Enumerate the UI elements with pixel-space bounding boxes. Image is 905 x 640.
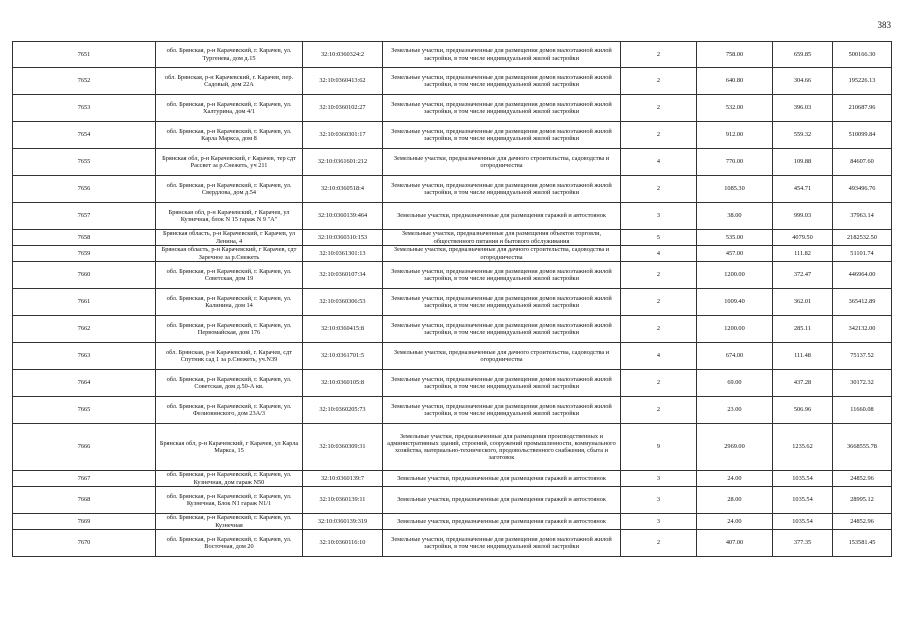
address-cell: обл. Брянская, р-н Карачевский, г. Карачев, ул. Первомайская, дом 176 (156, 316, 303, 343)
specific-value-cell: 111.82 (773, 246, 833, 262)
row-number-cell: 7655 (13, 149, 156, 176)
specific-value-cell: 372.47 (773, 262, 833, 289)
land-use-cell: Земельные участки, предназначенные для дачного строительства, садоводства и огородничества (383, 246, 621, 262)
address-cell: обл. Брянская, р-н Карачевский, г. Карачев, ул. Кузнечная (156, 514, 303, 530)
land-use-cell: Земельные участки, предназначенные для размещения домов малоэтажной жилой застройки, в том числе индивидуальной жилой застройки (383, 530, 621, 557)
area-cell: 407.00 (697, 530, 773, 557)
table-row (13, 176, 892, 203)
area-cell: 28.00 (697, 487, 773, 514)
area-cell: 640.80 (697, 68, 773, 95)
land-use-cell: Земельные участки, предназначенные для размещения гаражей и автостоянок (383, 514, 621, 530)
cadastral-value-cell: 2182532.50 (833, 230, 892, 246)
land-use-cell: Земельные участки, предназначенные для размещения производственных и административных зданий, строений, сооружений промышленности, коммунального хозяйства, материально-технического, продовольственного снабжения, сбыта и заготовок (383, 424, 621, 471)
specific-value-cell: 304.66 (773, 68, 833, 95)
specific-value-cell: 437.28 (773, 370, 833, 397)
area-cell: 912.00 (697, 122, 773, 149)
specific-value-cell: 111.48 (773, 343, 833, 370)
table-row (13, 262, 892, 289)
area-cell: 2969.00 (697, 424, 773, 471)
cadastral-value-cell: 510099.84 (833, 122, 892, 149)
cadastral-number-cell: 32:10:0360518:4 (303, 176, 383, 203)
row-number-cell: 7662 (13, 316, 156, 343)
table-row (13, 68, 892, 95)
row-number-cell: 7659 (13, 246, 156, 262)
land-use-cell: Земельные участки, предназначенные для размещения домов малоэтажной жилой застройки, в том числе индивидуальной жилой застройки (383, 122, 621, 149)
specific-value-cell: 559.32 (773, 122, 833, 149)
cadastral-value-cell: 75137.52 (833, 343, 892, 370)
row-number-cell: 7661 (13, 289, 156, 316)
land-use-cell: Земельные участки, предназначенные для размещения домов малоэтажной жилой застройки, в том числе индивидуальной жилой застройки (383, 95, 621, 122)
cadastral-value-cell: 11660.08 (833, 397, 892, 424)
land-use-cell: Земельные участки, предназначенные для размещения домов малоэтажной жилой застройки, в том числе индивидуальной жилой застройки (383, 397, 621, 424)
table-row (13, 424, 892, 471)
address-cell: обл. Брянская, р-н Карачевский, г. Карачев, ул. Советская, дом д.50-А кв. (156, 370, 303, 397)
address-cell: Брянская область, р-н Карачевский, г Карачев, сдт Заречное за р.Снежеть (156, 246, 303, 262)
area-cell: 38.00 (697, 203, 773, 230)
specific-value-cell: 109.88 (773, 149, 833, 176)
cadastral-value-cell: 24852.96 (833, 471, 892, 487)
address-cell: обл. Брянская, р-н Карачевский, г. Карачев, пер. Садовый, дом 22А (156, 68, 303, 95)
land-use-cell: Земельные участки, предназначенные для размещения объектов торговли, общественного питания и бытового обслуживания (383, 230, 621, 246)
cadastral-value-cell: 51101.74 (833, 246, 892, 262)
address-cell: Брянская обл, р-н Карачевский, г Карачев, ул Кузнечная, блок N 15 гараж N 9 "А" (156, 203, 303, 230)
cadastral-value-cell: 446964.00 (833, 262, 892, 289)
use-group-cell: 2 (621, 42, 697, 68)
land-use-cell: Земельные участки, предназначенные для размещения домов малоэтажной жилой застройки, в том числе индивидуальной жилой застройки (383, 176, 621, 203)
row-number-cell: 7668 (13, 487, 156, 514)
use-group-cell: 2 (621, 122, 697, 149)
cadastral-value-cell: 28995.12 (833, 487, 892, 514)
table-row (13, 289, 892, 316)
specific-value-cell: 1035.54 (773, 514, 833, 530)
area-cell: 69.00 (697, 370, 773, 397)
specific-value-cell: 362.01 (773, 289, 833, 316)
row-number-cell: 7652 (13, 68, 156, 95)
specific-value-cell: 1035.54 (773, 487, 833, 514)
table-row (13, 397, 892, 424)
address-cell: обл. Брянская, р-н Карачевский, г. Карачев, ул. Восточная, дом 20 (156, 530, 303, 557)
specific-value-cell: 4079.50 (773, 230, 833, 246)
specific-value-cell: 285.11 (773, 316, 833, 343)
use-group-cell: 4 (621, 246, 697, 262)
use-group-cell: 3 (621, 203, 697, 230)
land-use-cell: Земельные участки, предназначенные для размещения гаражей и автостоянок (383, 471, 621, 487)
address-cell: обл. Брянская, р-н Карачевский, г. Карачев, ул. Кузнечная, Блок N1 гараж N1/1 (156, 487, 303, 514)
table-row (13, 343, 892, 370)
page-number: 383 (877, 20, 891, 30)
land-use-cell: Земельные участки, предназначенные для размещения домов малоэтажной жилой застройки, в том числе индивидуальной жилой застройки (383, 262, 621, 289)
cadastral-value-cell: 500166.30 (833, 42, 892, 68)
row-number-cell: 7669 (13, 514, 156, 530)
cadastral-value-cell: 24852.96 (833, 514, 892, 530)
area-cell: 457.00 (697, 246, 773, 262)
cadastral-number-cell: 32:10:0360415:8 (303, 316, 383, 343)
area-cell: 23.00 (697, 397, 773, 424)
cadastral-number-cell: 32:10:0360324:2 (303, 42, 383, 68)
area-cell: 1085.30 (697, 176, 773, 203)
table-row (13, 122, 892, 149)
area-cell: 24.00 (697, 471, 773, 487)
cadastral-number-cell: 32:10:0360306:53 (303, 289, 383, 316)
area-cell: 1200.00 (697, 316, 773, 343)
use-group-cell: 3 (621, 514, 697, 530)
use-group-cell: 3 (621, 471, 697, 487)
cadastral-number-cell: 32:10:0360139:319 (303, 514, 383, 530)
specific-value-cell: 506.96 (773, 397, 833, 424)
area-cell: 1009.40 (697, 289, 773, 316)
area-cell: 24.00 (697, 514, 773, 530)
use-group-cell: 2 (621, 95, 697, 122)
row-number-cell: 7666 (13, 424, 156, 471)
cadastral-number-cell: 32:10:0360105:8 (303, 370, 383, 397)
cadastral-value-cell: 3668555.78 (833, 424, 892, 471)
cadastral-number-cell: 32:10:0360309:31 (303, 424, 383, 471)
table-row (13, 230, 892, 246)
table-row (13, 471, 892, 487)
cadastral-value-cell: 153581.45 (833, 530, 892, 557)
specific-value-cell: 1035.54 (773, 471, 833, 487)
cadastral-value-table (12, 41, 892, 557)
cadastral-number-cell: 32:10:0360139:464 (303, 203, 383, 230)
cadastral-number-cell: 32:10:0360116:10 (303, 530, 383, 557)
specific-value-cell: 1235.62 (773, 424, 833, 471)
cadastral-value-cell: 195226.13 (833, 68, 892, 95)
use-group-cell: 9 (621, 424, 697, 471)
address-cell: обл. Брянская, р-н Карачевский, г. Карачев, ул. Халтурина, дом 4/1 (156, 95, 303, 122)
area-cell: 770.00 (697, 149, 773, 176)
address-cell: обл. Брянская, р-н Карачевский, г. Карачев, ул. Калинина, дом 14 (156, 289, 303, 316)
use-group-cell: 2 (621, 397, 697, 424)
specific-value-cell: 377.35 (773, 530, 833, 557)
land-use-cell: Земельные участки, предназначенные для размещения гаражей и автостоянок (383, 487, 621, 514)
cadastral-number-cell: 32:10:0360413:62 (303, 68, 383, 95)
row-number-cell: 7656 (13, 176, 156, 203)
row-number-cell: 7657 (13, 203, 156, 230)
land-use-cell: Земельные участки, предназначенные для размещения домов малоэтажной жилой застройки, в том числе индивидуальной жилой застройки (383, 316, 621, 343)
cadastral-value-cell: 30172.32 (833, 370, 892, 397)
table-row (13, 246, 892, 262)
address-cell: обл. Брянская, р-н Карачевский, г. Карачев, ул. Тургенева, дом д.15 (156, 42, 303, 68)
row-number-cell: 7651 (13, 42, 156, 68)
table-row (13, 42, 892, 68)
row-number-cell: 7667 (13, 471, 156, 487)
cadastral-number-cell: 32:10:0360301:17 (303, 122, 383, 149)
row-number-cell: 7663 (13, 343, 156, 370)
land-use-cell: Земельные участки, предназначенные для размещения домов малоэтажной жилой застройки, в том числе индивидуальной жилой застройки (383, 42, 621, 68)
use-group-cell: 2 (621, 530, 697, 557)
cadastral-number-cell: 32:10:0360139:11 (303, 487, 383, 514)
table-row (13, 316, 892, 343)
cadastral-number-cell: 32:10:0360107:34 (303, 262, 383, 289)
row-number-cell: 7670 (13, 530, 156, 557)
land-use-cell: Земельные участки, предназначенные для размещения гаражей и автостоянок (383, 203, 621, 230)
area-cell: 674.00 (697, 343, 773, 370)
cadastral-number-cell: 32:10:0360139:7 (303, 471, 383, 487)
address-cell: Брянская обл, р-н Карачевский, г Карачев, тер сдт Рассвет за р.Снежеть, уч 211 (156, 149, 303, 176)
use-group-cell: 2 (621, 316, 697, 343)
table-row (13, 149, 892, 176)
use-group-cell: 2 (621, 289, 697, 316)
row-number-cell: 7653 (13, 95, 156, 122)
address-cell: Брянская обл, р-н Карачевский, г Карачев, ул Карла Маркса, 15 (156, 424, 303, 471)
use-group-cell: 4 (621, 343, 697, 370)
cadastral-number-cell: 32:10:0361701:5 (303, 343, 383, 370)
row-number-cell: 7658 (13, 230, 156, 246)
address-cell: обл. Брянская, р-н Карачевский, г. Карачев, ул. Кузнечная, дом гараж N50 (156, 471, 303, 487)
address-cell: обл. Брянская, р-н Карачевский, г. Карачев, сдт Спутник сад 1 за р.Снежеть, уч.N39 (156, 343, 303, 370)
use-group-cell: 2 (621, 68, 697, 95)
row-number-cell: 7654 (13, 122, 156, 149)
specific-value-cell: 454.71 (773, 176, 833, 203)
use-group-cell: 5 (621, 230, 697, 246)
table-row (13, 203, 892, 230)
specific-value-cell: 396.03 (773, 95, 833, 122)
use-group-cell: 2 (621, 176, 697, 203)
area-cell: 1200.00 (697, 262, 773, 289)
table-row (13, 95, 892, 122)
cadastral-value-cell: 365412.89 (833, 289, 892, 316)
land-use-cell: Земельные участки, предназначенные для размещения домов малоэтажной жилой застройки, в том числе индивидуальной жилой застройки (383, 68, 621, 95)
area-cell: 535.00 (697, 230, 773, 246)
use-group-cell: 2 (621, 262, 697, 289)
cadastral-number-cell: 32:10:0361601:212 (303, 149, 383, 176)
land-use-cell: Земельные участки, предназначенные для размещения домов малоэтажной жилой застройки, в том числе индивидуальной жилой застройки (383, 289, 621, 316)
use-group-cell: 2 (621, 370, 697, 397)
specific-value-cell: 999.03 (773, 203, 833, 230)
row-number-cell: 7664 (13, 370, 156, 397)
land-use-cell: Земельные участки, предназначенные для дачного строительства, садоводства и огородничества (383, 149, 621, 176)
address-cell: Брянская область, р-н Карачевский, г Карачев, ул Ленина, 4 (156, 230, 303, 246)
cadastral-value-cell: 84607.60 (833, 149, 892, 176)
address-cell: обл. Брянская, р-н Карачевский, г. Карачев, ул. Фелиовинского, дом 23А/3 (156, 397, 303, 424)
table-row (13, 530, 892, 557)
table-body (13, 42, 892, 557)
land-use-cell: Земельные участки, предназначенные для дачного строительства, садоводства и огородничества (383, 343, 621, 370)
table-row (13, 370, 892, 397)
row-number-cell: 7660 (13, 262, 156, 289)
land-use-cell: Земельные участки, предназначенные для размещения домов малоэтажной жилой застройки, в том числе индивидуальной жилой застройки (383, 370, 621, 397)
cadastral-value-cell: 493496.76 (833, 176, 892, 203)
cadastral-value-cell: 210687.96 (833, 95, 892, 122)
area-cell: 758.00 (697, 42, 773, 68)
cadastral-number-cell: 32:10:0360205:73 (303, 397, 383, 424)
table-row (13, 487, 892, 514)
cadastral-value-cell: 342132.00 (833, 316, 892, 343)
specific-value-cell: 659.85 (773, 42, 833, 68)
use-group-cell: 4 (621, 149, 697, 176)
cadastral-value-cell: 37963.14 (833, 203, 892, 230)
area-cell: 532.00 (697, 95, 773, 122)
address-cell: обл. Брянская, р-н Карачевский, г. Карачев, ул. Свердлова, дом д.54 (156, 176, 303, 203)
address-cell: обл. Брянская, р-н Карачевский, г. Карачев, ул. Советская, дом 19 (156, 262, 303, 289)
address-cell: обл. Брянская, р-н Карачевский, г. Карачев, ул. Карла Маркса, дом 8 (156, 122, 303, 149)
cadastral-number-cell: 32:10:0361301:13 (303, 246, 383, 262)
cadastral-number-cell: 32:10:0360102:27 (303, 95, 383, 122)
cadastral-number-cell: 32:10:0360310:153 (303, 230, 383, 246)
table-row (13, 514, 892, 530)
row-number-cell: 7665 (13, 397, 156, 424)
use-group-cell: 3 (621, 487, 697, 514)
